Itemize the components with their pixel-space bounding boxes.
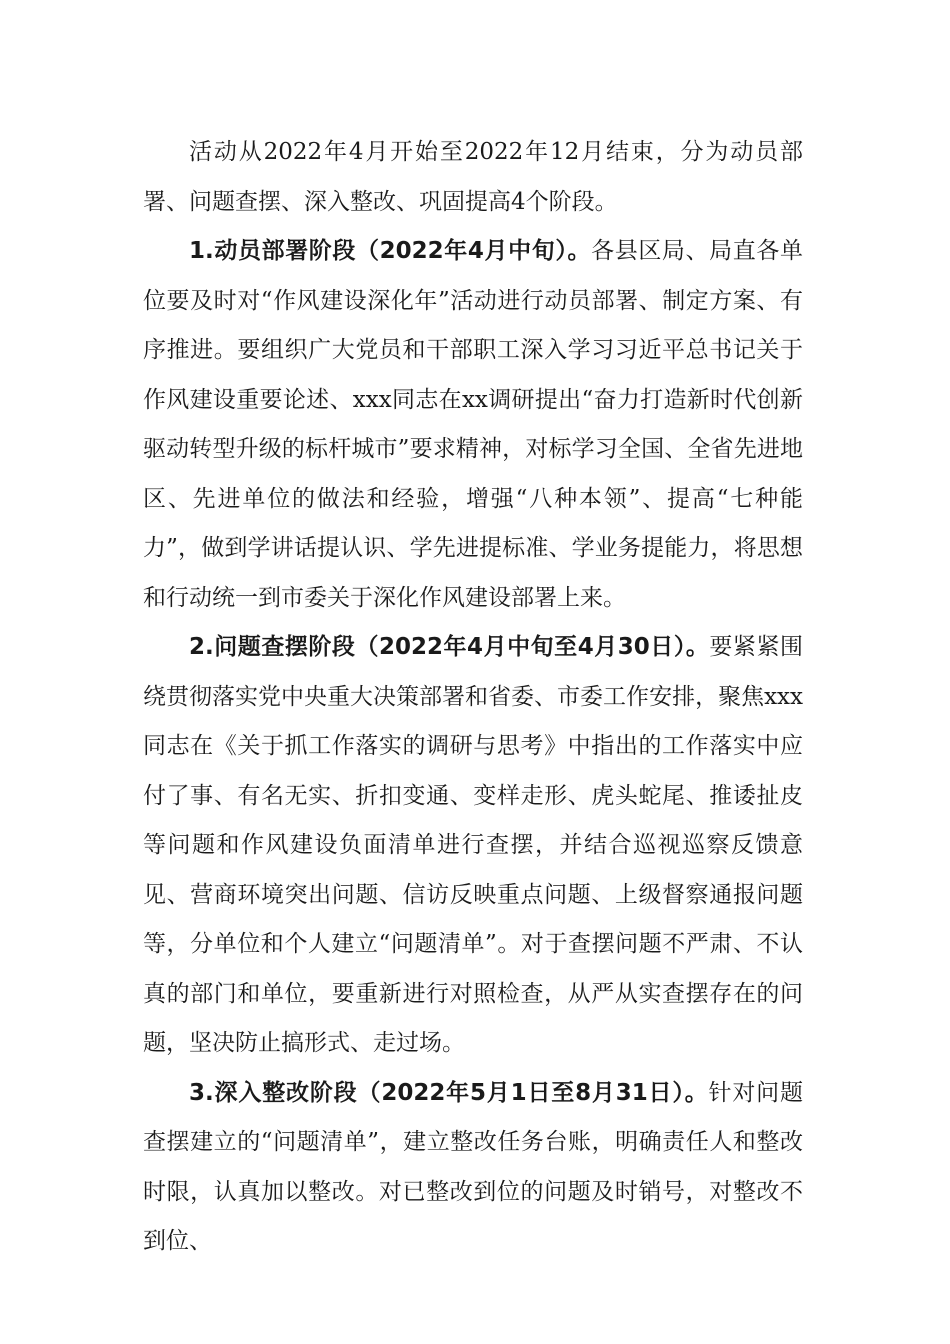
paragraph-stage-1 bbox=[143, 227, 803, 623]
paragraph-text: 要紧紧围绕贯彻落实党中央重大决策部署和省委、市委工作安排，聚焦xxx同志在《关于抓工作落实的调研与思考》中指出的工作落实中应付了事、有名无实、折扣变通、变样走形、虎头蛇尾、推诿扯皮等问题和作风建设负面清单进行查摆，并结合巡视巡察反馈意见、营商环境突出问题、信访反映重点问题、上级督察通报问题等，分单位和个人建立“问题清单”。对于查摆问题不严肃、不认真的部门和单位，要重新进行对照检查，从严从实查摆存在的问题，坚决防止搞形式、走过场。 bbox=[143, 634, 803, 1056]
paragraph-text: 针对问题查摆建立的“问题清单”，建立整改任务台账，明确责任人和整改时限，认真加以整改。对已整改到位的问题及时销号，对整改不到位、 bbox=[143, 1079, 803, 1254]
paragraph-intro bbox=[143, 128, 803, 227]
document-body bbox=[143, 128, 803, 1267]
paragraph-stage-2 bbox=[143, 623, 803, 1069]
paragraph-heading: 3.深入整改阶段（2022年5月1日至8月31日）。 bbox=[189, 1079, 709, 1106]
paragraph-heading: 2.问题查摆阶段（2022年4月中旬至4月30日）。 bbox=[189, 634, 710, 660]
paragraph-text: 各县区局、局直各单位要及时对“作风建设深化年”活动进行动员部署、制定方案、有序推进。要组织广大党员和干部职工深入学习习近平总书记关于作风建设重要论述、xxx同志在xx调研提出“奋力打造新时代创新驱动转型升级的标杆城市”要求精神，对标学习全国、全省先进地区、先进单位的做法和经验，增强“八种本领”、提高“七种能力”，做到学讲话提认识、学先进提标准、学业务提能力，将思想和行动统一到市委关于深化作风建设部署上来。 bbox=[143, 238, 804, 611]
paragraph-text: 活动从2022年4月开始至2022年12月结束，分为动员部署、问题查摆、深入整改、巩固提高4个阶段。 bbox=[143, 139, 803, 215]
paragraph-heading: 1.动员部署阶段（2022年4月中旬）。 bbox=[189, 238, 592, 264]
paragraph-stage-3 bbox=[143, 1069, 803, 1267]
